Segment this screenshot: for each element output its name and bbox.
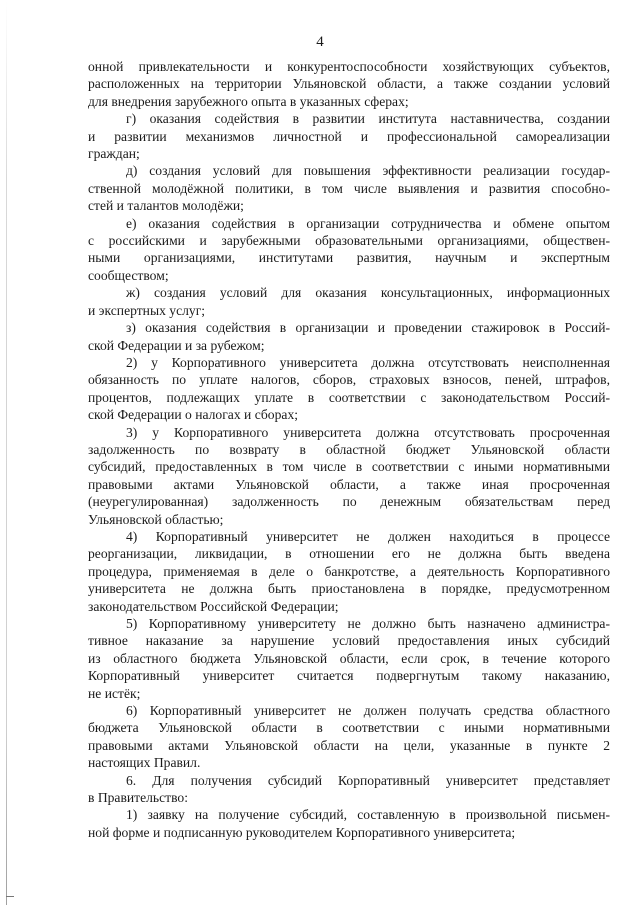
text-line: граждан; [88,146,140,162]
document-body [88,58,610,841]
text-line: сообществом; [88,267,169,283]
text-line: не истёк; [88,685,141,701]
text-line: ской Федерации о налогах и сборах; [88,407,299,423]
text-line: ж) создания условий для оказания консультационных, информационных [126,285,610,301]
text-line: онной привлекательности и конкурентоспособности хозяйствующих субъектов, [88,59,610,74]
text-line: законодательством Российской Федерации; [88,598,339,614]
text-line: Корпоративный университет считается подвергнутым такому наказанию, [88,668,610,684]
text-line: задолженность по возврату в областной бюджет Ульяновской области [88,441,610,457]
scan-corner-mark [6,896,14,897]
text-line: для внедрения зарубежного опыта в указанных сферах; [88,93,409,109]
text-line: 1) заявку на получение субсидий, составленную в произвольной письмен- [126,807,610,823]
text-line: 2) у Корпоративного университета должна отсутствовать неисполненная [126,354,610,370]
text-line: 6) Корпоративный университет не должен получать средства областного [126,703,610,719]
text-line: е) оказания содействия в организации сотрудничества и обмене опытом [126,215,610,231]
text-line: тивное наказание за нарушение условий предоставления иных субсидий [88,633,610,649]
text-line: в Правительство: [88,790,188,806]
text-line: ными организациями, институтами развития, научным и экспертным [88,250,610,266]
text-line: 4) Корпоративный университет не должен находиться в процессе [126,528,610,544]
text-line: г) оказания содействия в развитии института наставничества, создании [126,111,610,127]
text-line: настоящих Правил. [88,755,201,771]
text-line: и экспертных услуг; [88,302,206,318]
text-line: з) оказания содействия в организации и проведении стажировок в Россий- [126,320,610,336]
text-line: расположенных на территории Ульяновской области, а также создании условий [88,76,610,92]
text-line: процентов, подлежащих уплате в соответствии с законодательством Россий- [88,389,610,405]
page-number: 4 [316,34,324,50]
text-line: университета не должна быть приостановлена в порядке, предусмотренном [88,581,610,597]
scan-edge-line [6,0,7,905]
text-line: 6. Для получения субсидий Корпоративный университет представляет [126,772,610,788]
text-line: правовыми актами Ульяновской области на цели, указанные в пункте 2 [88,737,610,753]
text-line: ной форме и подписанную руководителем Корпоративного университета; [88,824,516,840]
text-line: из областного бюджета Ульяновской области, если срок, в течение которого [88,650,610,666]
text-line: (неурегулированная) задолженность по денежным обязательствам перед [88,494,610,510]
text-line: ственной молодёжной политики, в том числе выявления и развития способно- [88,180,610,196]
text-line: с российскими и зарубежными образовательными организациями, обществен- [88,233,610,249]
text-line: стей и талантов молодёжи; [88,198,244,214]
text-line: д) создания условий для повышения эффективности реализации государ- [126,163,610,179]
text-line: 5) Корпоративному университету не должно быть назначено администра- [126,616,610,631]
text-line: процедура, применяемая в деле о банкротстве, а деятельность Корпоративного [88,563,610,579]
text-line: и развитии механизмов личностной и профессиональной самореализации [88,128,610,144]
text-line: Ульяновской областью; [88,511,224,527]
text-line: субсидий, предоставленных в том числе в соответствии с иными нормативными [88,459,610,475]
text-line: обязанность по уплате налогов, сборов, страховых взносов, пеней, штрафов, [88,372,610,388]
text-line: бюджета Ульяновской области в соответствии с иными нормативными [88,720,610,736]
text-line: правовыми актами Ульяновской области, а также иная просроченная [88,476,610,492]
text-line: ской Федерации и за рубежом; [88,337,265,353]
text-line: 3) у Корпоративного университета должна отсутствовать просроченная [126,424,610,440]
text-line: реорганизации, ликвидации, в отношении его не должна быть введена [88,546,610,562]
